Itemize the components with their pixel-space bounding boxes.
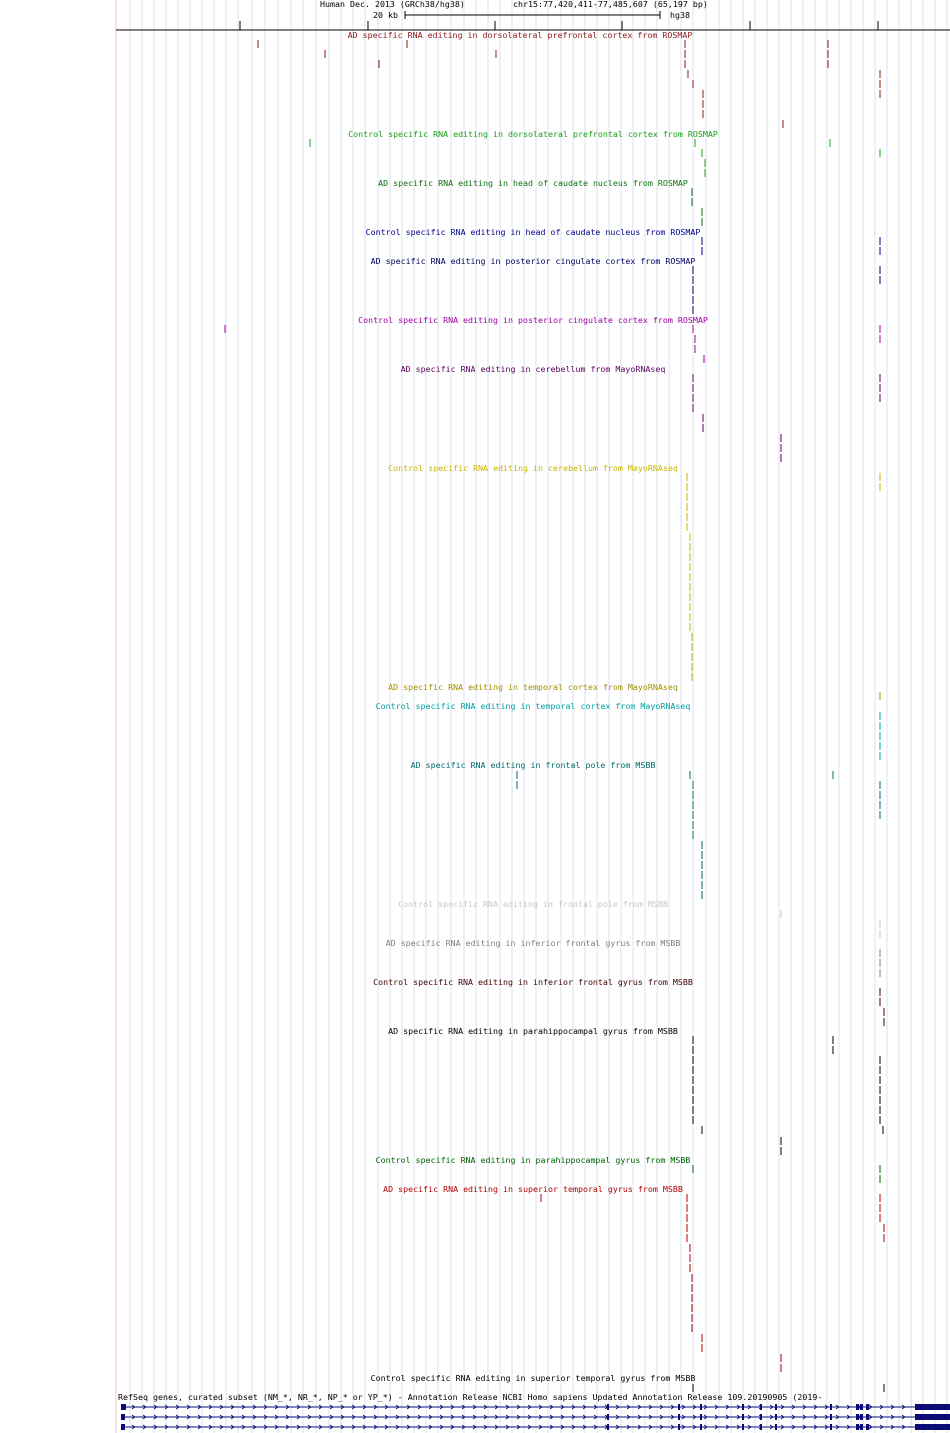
track-title: AD specific RNA editing in dorsolateral prefrontal cortex from ROSMAP xyxy=(347,30,693,40)
track-title: Control specific RNA editing in superior temporal gyrus from MSBB xyxy=(370,1373,696,1383)
track-title: AD specific RNA editing in head of caudate nucleus from ROSMAP xyxy=(378,178,688,188)
track-title: AD specific RNA editing in posterior cingulate cortex from ROSMAP xyxy=(370,256,696,266)
database-label: hg38 xyxy=(670,10,690,20)
track-title: AD specific RNA editing in temporal cortex from MayoRNAseq xyxy=(388,682,678,692)
position-readout: chr15:77,420,411-77,485,607 (65,197 bp) xyxy=(513,0,708,9)
track-title: Control specific RNA editing in cerebellum from MayoRNAseq xyxy=(388,463,678,473)
refseq-track-title: RefSeq genes, curated subset (NM_*, NR_*, NP_* or YP_*) - Annotation Release NCBI Homo sapiens Updated Annotation Release 109.20190905 (2019- xyxy=(118,1392,823,1402)
track-title: AD specific RNA editing in parahippocampal gyrus from MSBB xyxy=(388,1026,678,1036)
track-title: Control specific RNA editing in temporal cortex from MayoRNAseq xyxy=(375,701,691,711)
track-title: Control specific RNA editing in inferior frontal gyrus from MSBB xyxy=(373,977,693,987)
track-title: Control specific RNA editing in dorsolateral prefrontal cortex from ROSMAP xyxy=(348,129,718,139)
track-title: AD specific RNA editing in superior temporal gyrus from MSBB xyxy=(383,1184,683,1194)
scale-value: 20 kb xyxy=(373,10,398,20)
assembly-title: Human Dec. 2013 (GRCh38/hg38) xyxy=(320,0,465,9)
track-title: AD specific RNA editing in cerebellum from MayoRNAseq xyxy=(400,364,666,374)
track-title: Control specific RNA editing in frontal pole from MSBB xyxy=(398,899,668,909)
track-title: Control specific RNA editing in parahippocampal gyrus from MSBB xyxy=(375,1155,691,1165)
track-title: AD specific RNA editing in inferior frontal gyrus from MSBB xyxy=(385,938,681,948)
track-title: AD specific RNA editing in frontal pole from MSBB xyxy=(410,760,656,770)
track-title: Control specific RNA editing in head of caudate nucleus from ROSMAP xyxy=(365,227,701,237)
track-title: Control specific RNA editing in posterior cingulate cortex from ROSMAP xyxy=(358,315,708,325)
